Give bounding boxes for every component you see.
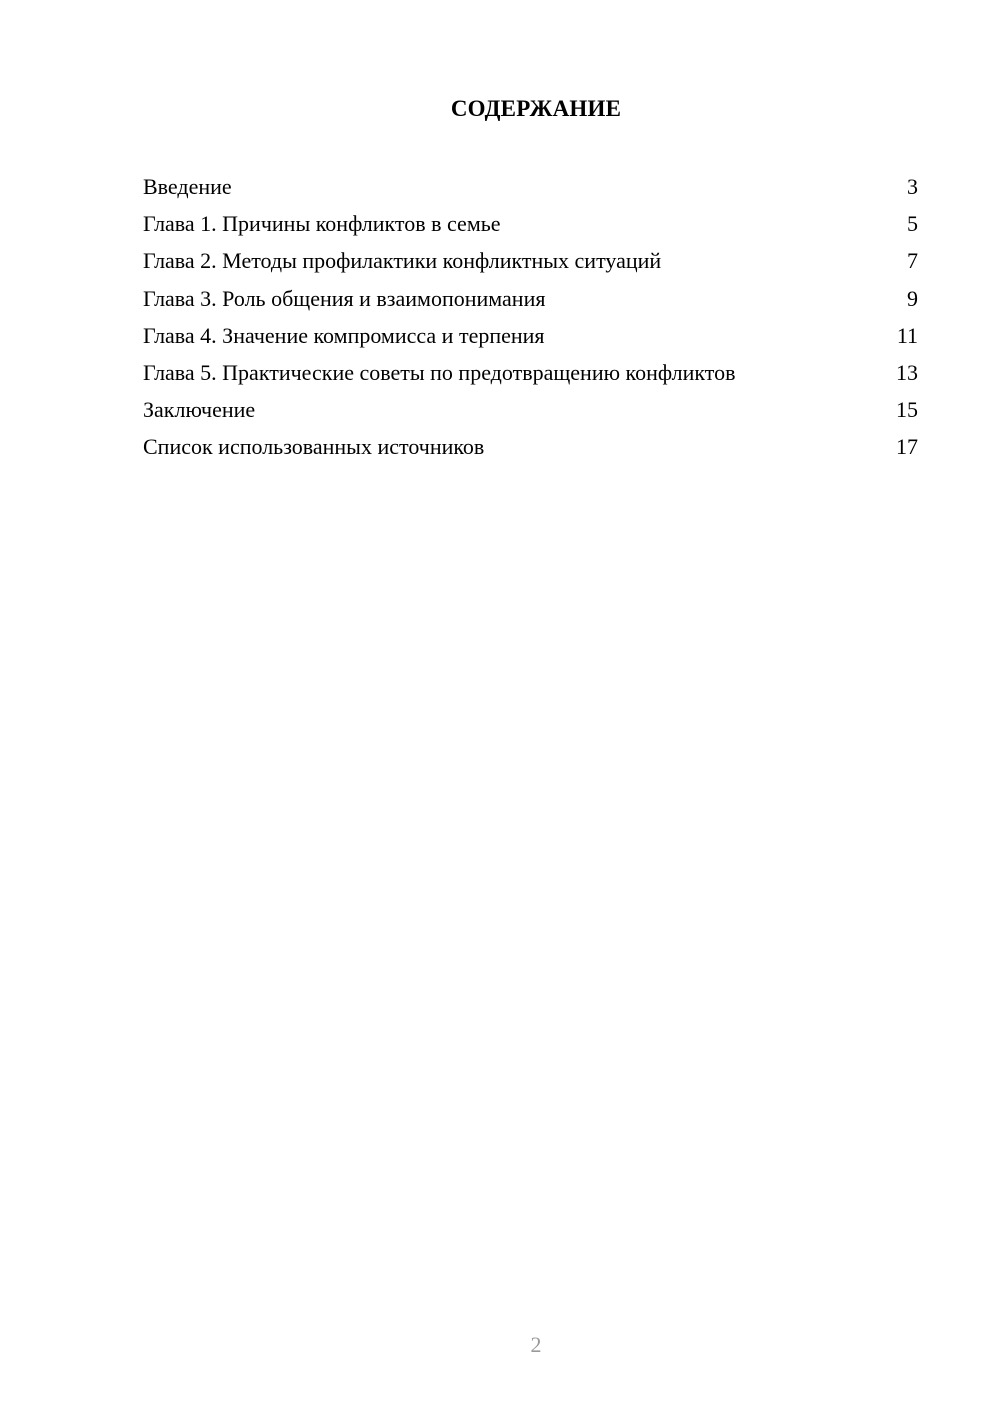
toc-entry (143, 354, 918, 391)
table-of-contents (143, 168, 918, 466)
toc-entry-label: Глава 3. Роль общения и взаимопонимания (143, 285, 546, 311)
toc-entry-page: 15 (896, 397, 918, 423)
toc-entry-page: 3 (907, 174, 918, 199)
toc-entry-label: Заключение (143, 397, 256, 423)
toc-entry-page: 9 (907, 285, 918, 311)
toc-entry (143, 280, 918, 317)
page-number: 2 (530, 1332, 542, 1357)
toc-entry-label: Глава 4. Значение компромисса и терпения (143, 322, 545, 348)
toc-entry (143, 242, 918, 279)
toc-entry-label: Список использованных источников (143, 434, 485, 460)
toc-entry-label: Глава 2. Методы профилактики конфликтных ситуаций (143, 248, 662, 274)
page-title: СОДЕРЖАНИЕ (450, 96, 622, 121)
toc-entry-page: 5 (907, 211, 918, 237)
toc-entry (143, 428, 918, 465)
toc-entry-label: Глава 5. Практические советы по предотвращению конфликтов (143, 359, 736, 385)
toc-entry-label: Глава 1. Причины конфликтов в семье (143, 211, 501, 237)
toc-entry (143, 168, 918, 205)
toc-entry (143, 205, 918, 242)
toc-entry (143, 317, 918, 354)
toc-entry-page: 13 (896, 359, 918, 385)
toc-entry-page: 11 (896, 322, 918, 348)
toc-entry-page: 17 (896, 434, 918, 460)
toc-entry-page: 7 (907, 248, 918, 274)
toc-entry (143, 391, 918, 428)
toc-entry-label: Введение (143, 174, 232, 199)
